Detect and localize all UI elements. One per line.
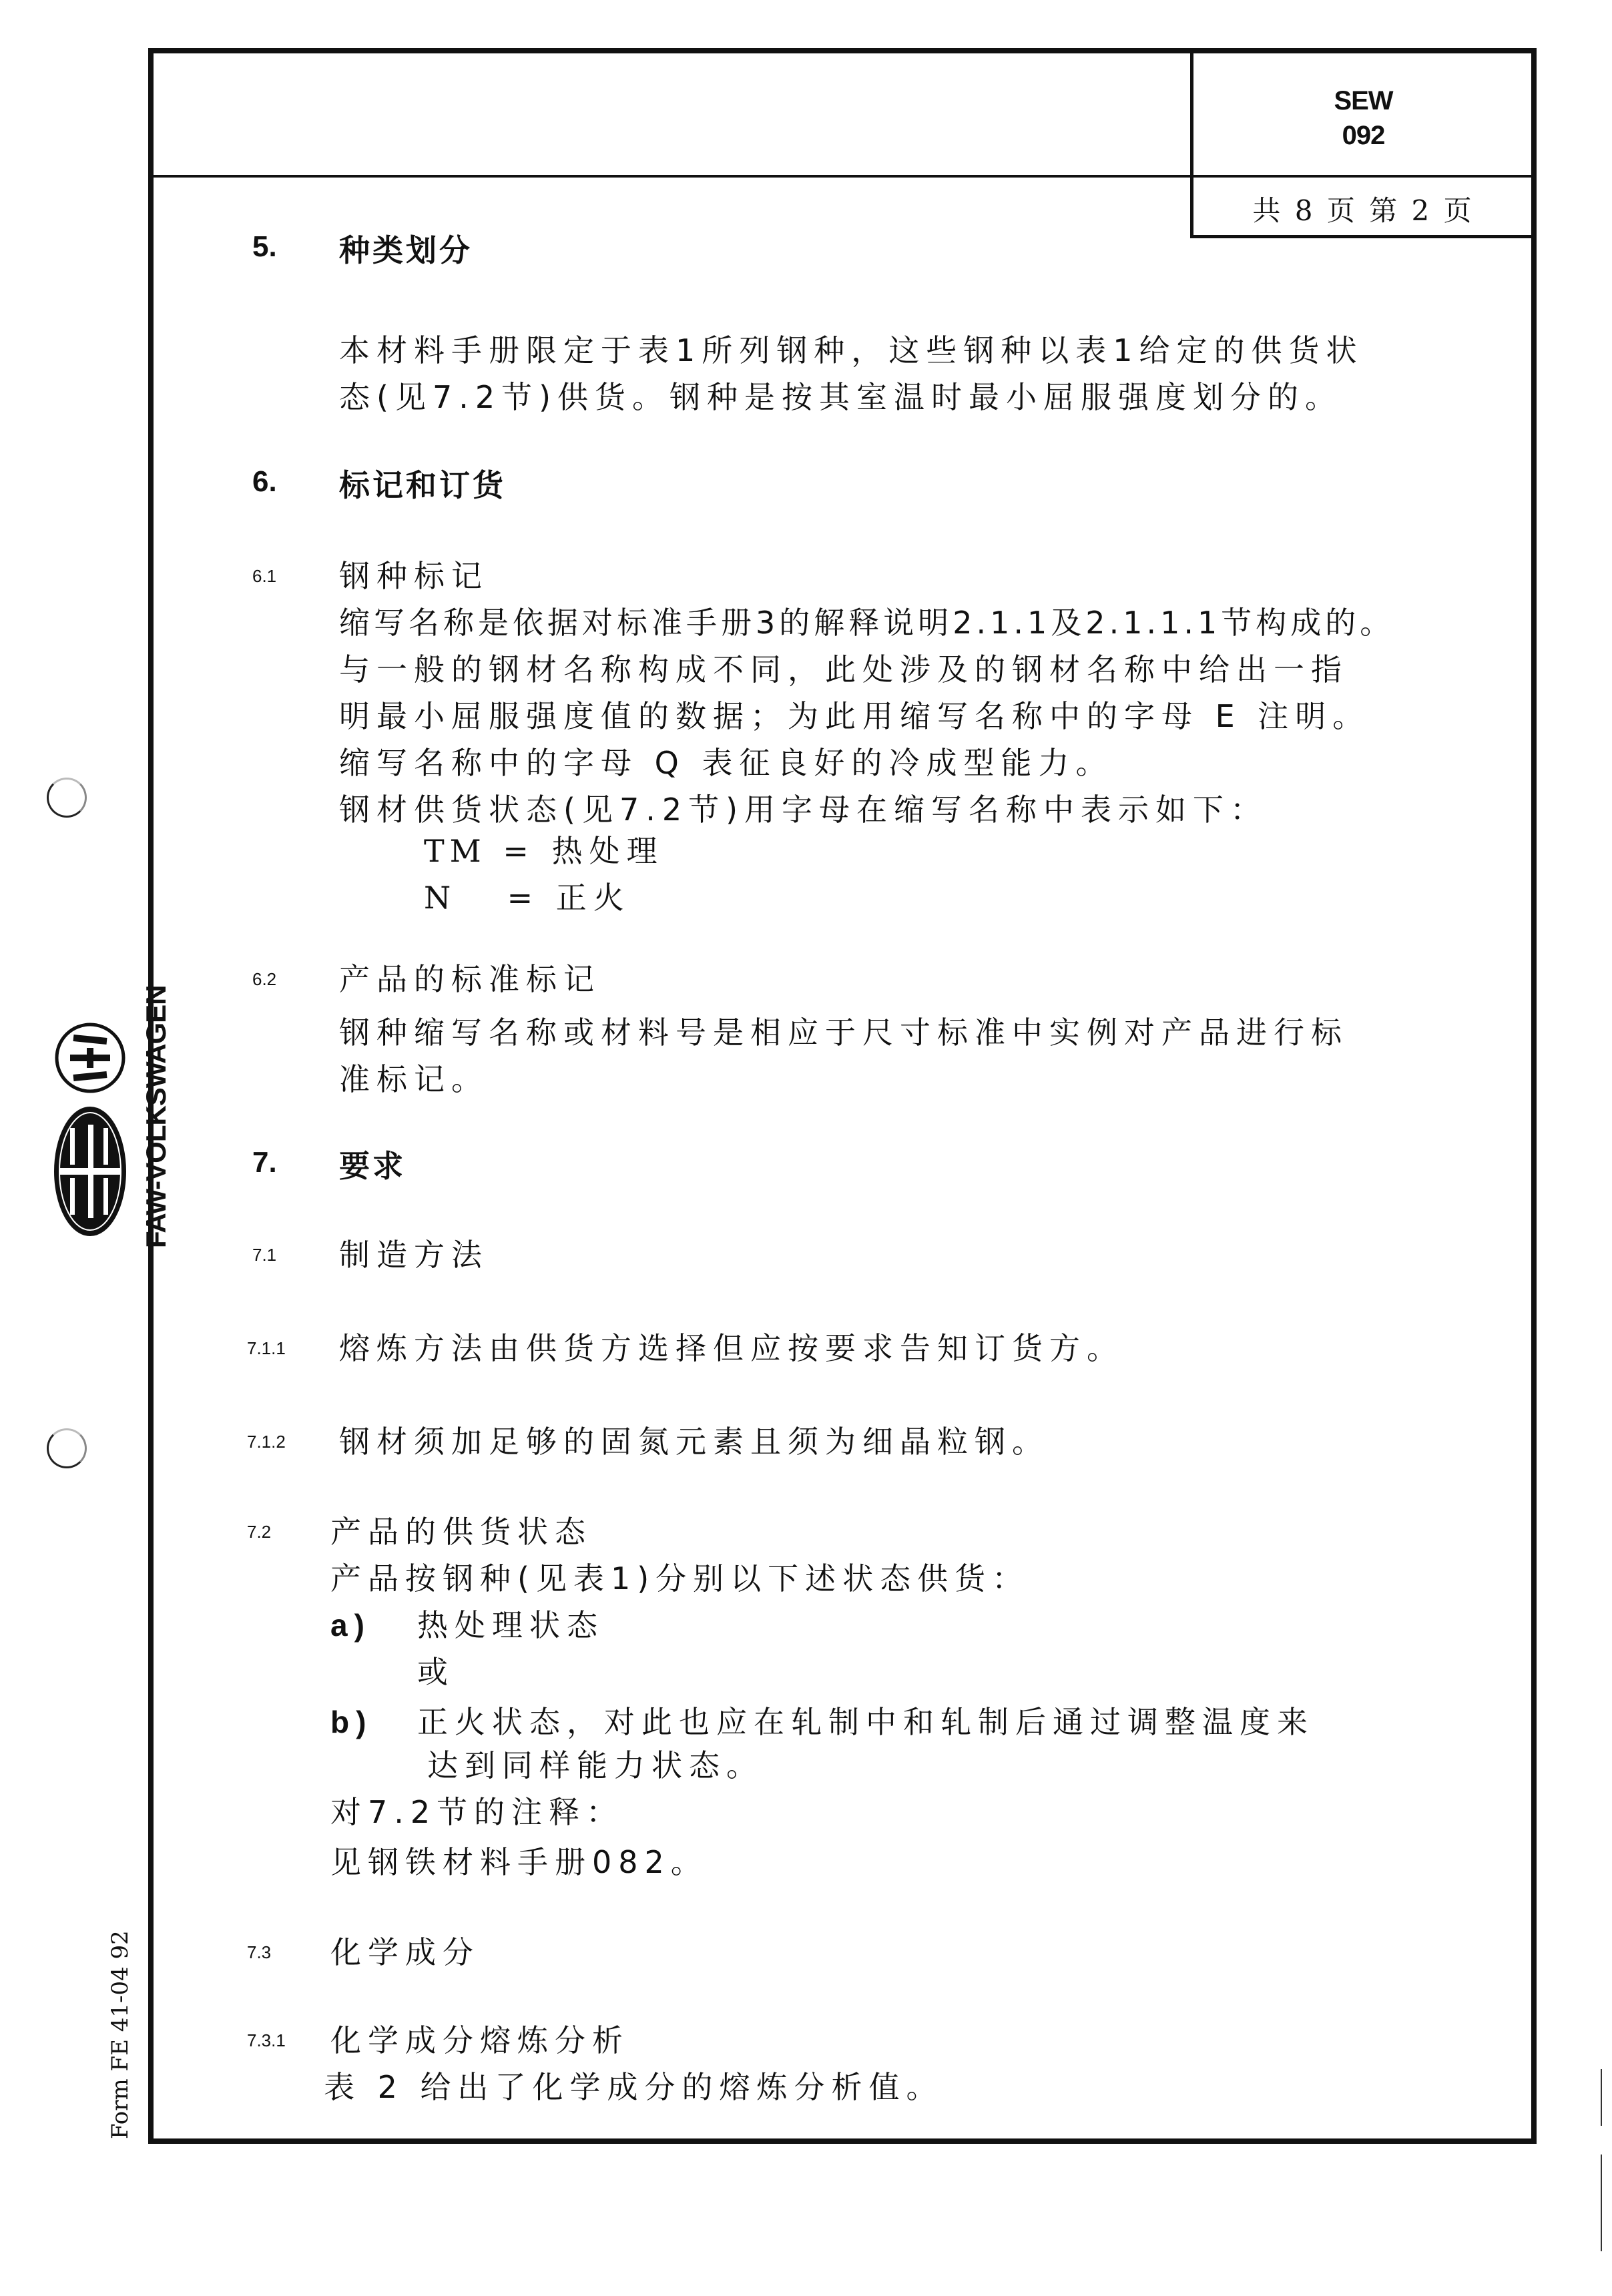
section-title: 标记和订货 xyxy=(339,467,506,503)
paragraph-line: 与一般的钢材名称构成不同，此处涉及的钢材名称中给出一指 xyxy=(339,651,1348,687)
paragraph-line: 态(见7.2节)供货。钢种是按其室温时最小屈服强度划分的。 xyxy=(339,379,1343,415)
section-number: 6. xyxy=(252,465,277,498)
code-abbr: N xyxy=(424,880,458,916)
punch-hole-icon xyxy=(47,1428,87,1468)
doc-code xyxy=(1190,83,1537,153)
paragraph-line: 准标记。 xyxy=(339,1061,489,1097)
code-row xyxy=(424,874,631,921)
subsection-title: 化学成分熔炼分析 xyxy=(330,2022,629,2058)
subsection-title: 化学成分 xyxy=(330,1934,480,1970)
list-text: 热处理状态 xyxy=(417,1607,604,1643)
note-title: 对7.2节的注释： xyxy=(330,1794,624,1830)
scan-edge-line xyxy=(1601,2069,1602,2126)
paragraph-line: 表 2 给出了化学成分的熔炼分析值。 xyxy=(324,2069,944,2105)
subsection-title: 产品的标准标记 xyxy=(339,961,601,997)
code-row xyxy=(424,828,664,874)
list-item-continued: 达到同样能力状态。 xyxy=(427,1747,764,1783)
subsection-number: 7.1.1 xyxy=(247,1338,286,1358)
paragraph-line: 钢种缩写名称或材料号是相应于尺寸标准中实例对产品进行标 xyxy=(339,1015,1348,1051)
paragraph-line: 明最小屈服强度值的数据；为此用缩写名称中的字母 E 注明。 xyxy=(339,698,1370,734)
paragraph-line: 缩写名称是依据对标准手册3的解释说明2.1.1及2.1.1.1节构成的。 xyxy=(339,605,1395,641)
paragraph-line: 本材料手册限定于表1所列钢种，这些钢种以表1给定的供货状 xyxy=(339,332,1364,368)
subsection-number: 6.1 xyxy=(252,566,277,586)
section-title: 要求 xyxy=(339,1148,406,1184)
subsection-number: 7.3.1 xyxy=(247,2030,286,2050)
paragraph-line: 钢材须加足够的固氮元素且须为细晶粒钢。 xyxy=(339,1424,1049,1460)
punch-hole-icon xyxy=(47,778,87,818)
code-abbr: TM xyxy=(424,833,487,869)
brand-text: FAW-VOLKSWAGEN xyxy=(140,985,172,1248)
paragraph-line: 缩写名称中的字母 Q 表征良好的冷成型能力。 xyxy=(339,745,1113,781)
paragraph-line: 熔炼方法由供货方选择但应按要求告知订货方。 xyxy=(339,1330,1124,1366)
subsection-title: 产品的供货状态 xyxy=(330,1514,592,1550)
list-label: a) xyxy=(330,1608,371,1643)
faw-volkswagen-logo xyxy=(40,948,174,1295)
subsection-title: 钢种标记 xyxy=(339,558,489,594)
subsection-number: 7.3 xyxy=(247,1942,272,1962)
subsection-number: 7.2 xyxy=(247,1522,272,1542)
code-meaning: 正火 xyxy=(555,880,631,916)
note-text: 见钢铁材料手册082。 xyxy=(330,1844,708,1880)
subsection-number: 7.1.2 xyxy=(247,1432,286,1452)
doc-code-line1: SEW xyxy=(1334,86,1393,115)
section-title: 种类划分 xyxy=(339,232,473,268)
doc-code-line2: 092 xyxy=(1342,121,1385,150)
code-eq: = xyxy=(507,880,540,916)
list-item xyxy=(417,1649,455,1695)
list-item xyxy=(330,1699,1314,1745)
list-text: 正火状态，对此也应在轧制中和轧制后通过调整温度来 xyxy=(417,1704,1314,1740)
page-indicator: 共 8 页 第 2 页 xyxy=(1252,194,1474,227)
paragraph-line: 产品按钢种(见表1)分别以下述状态供货： xyxy=(330,1560,1030,1597)
subsection-title: 制造方法 xyxy=(339,1237,489,1273)
section-number: 7. xyxy=(252,1146,277,1179)
list-label: b) xyxy=(330,1705,373,1739)
subsection-number: 6.2 xyxy=(252,969,277,989)
scan-edge-line xyxy=(1601,2155,1602,2251)
section-number: 5. xyxy=(252,230,277,263)
list-text: 或 xyxy=(417,1654,455,1690)
code-meaning: 热处理 xyxy=(551,833,664,869)
subsection-number: 7.1 xyxy=(252,1245,277,1265)
form-number: Form FE 41-04 92 xyxy=(107,1930,133,2139)
list-item xyxy=(330,1602,604,1649)
code-eq: = xyxy=(503,833,535,869)
paragraph-line: 钢材供货状态(见7.2节)用字母在缩写名称中表示如下： xyxy=(339,792,1268,828)
